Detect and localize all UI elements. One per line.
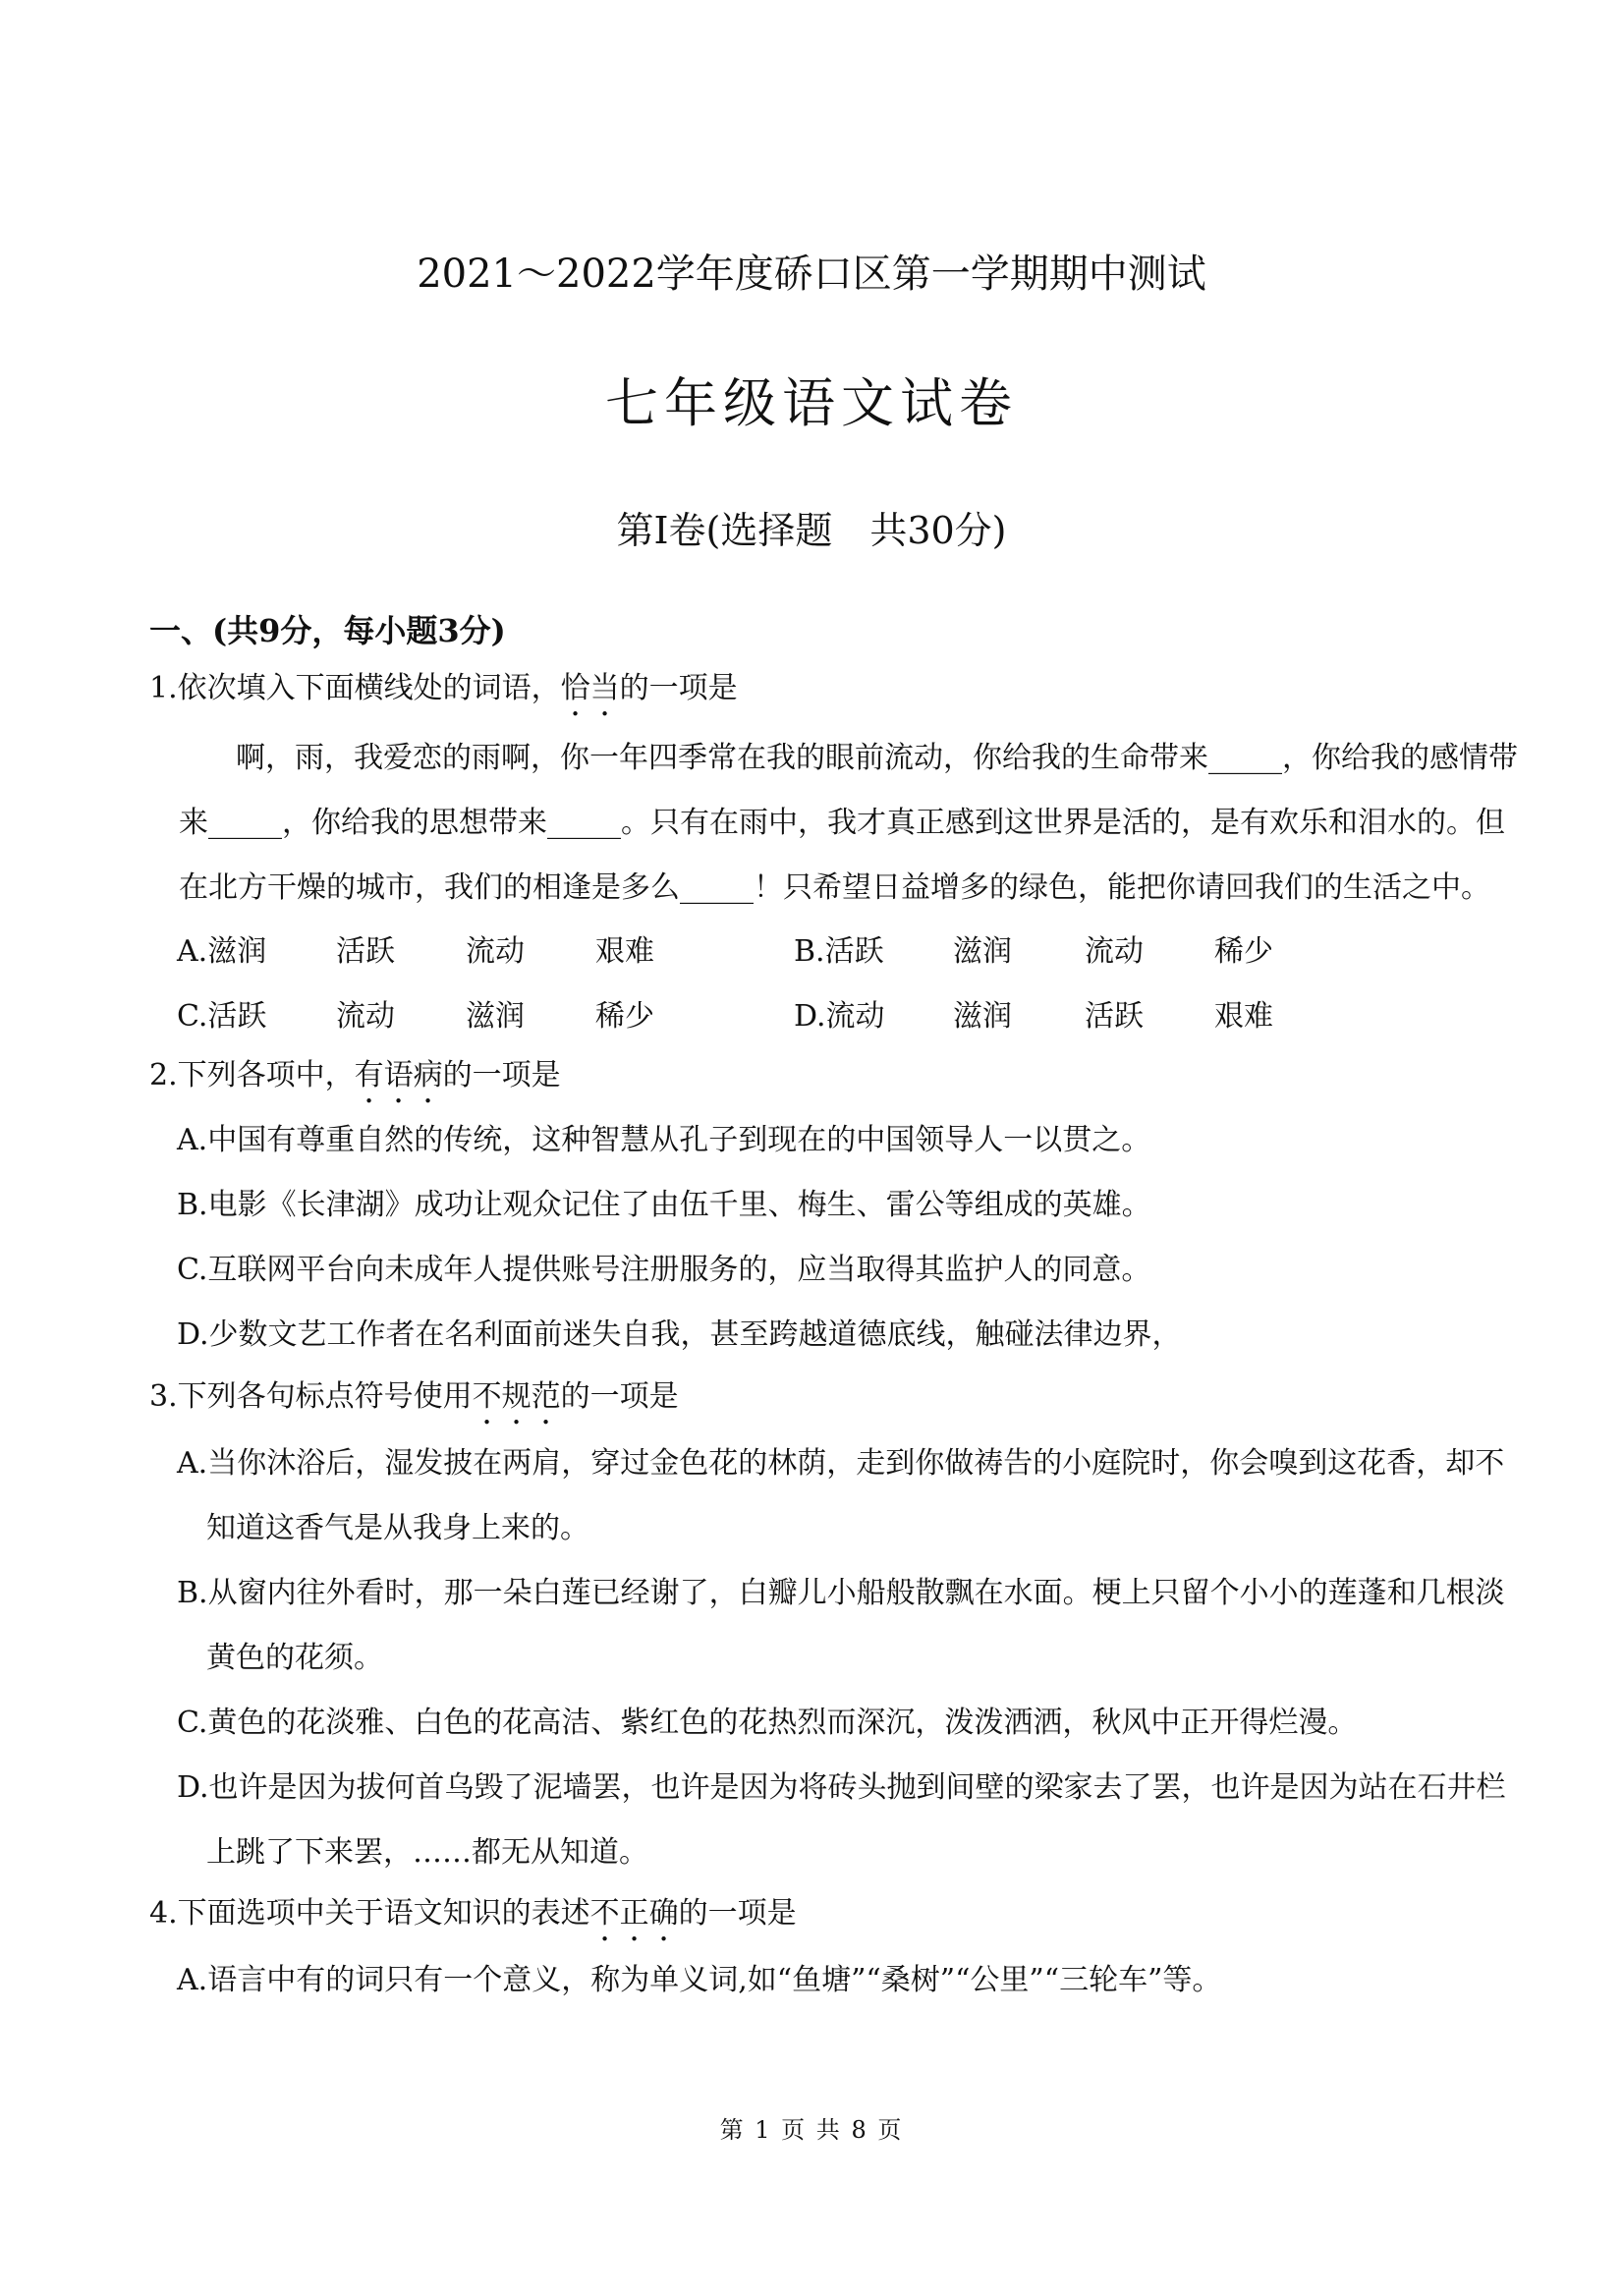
- q4-stem-emphasis: 不正确: [589, 1896, 679, 1931]
- q1-stem-pre: 1.依次填入下面横线处的词语，: [149, 671, 561, 705]
- q1-option-d-word-3: 活跃: [1085, 999, 1144, 1034]
- q1-option-c-word-3: 滋润: [466, 999, 525, 1034]
- q1-option-a-word-2: 活跃: [336, 934, 395, 969]
- q1-option-b-word-2: 滋润: [953, 934, 1012, 969]
- q2-stem-post: 的一项是: [442, 1058, 561, 1092]
- q4-option-a-line-1: A.语言中有的词只有一个意义，称为单义词,如“鱼塘”“桑树”“公里”“三轮车”等。: [177, 1963, 1222, 1997]
- q1-option-a-word-3: 流动: [466, 934, 525, 969]
- q2-stem-pre: 2.下列各项中，: [149, 1058, 355, 1092]
- q3-option-b-line-1: B.从窗内往外看时，那一朵白莲已经谢了，白瓣儿小船般散飘在水面。梗上只留个小小的莲蓬和几根淡: [177, 1576, 1505, 1610]
- q3-option-b-line-2: 黄色的花须。: [206, 1641, 383, 1675]
- q3-option-c-line-1: C.黄色的花淡雅、白色的花高洁、紫红色的花热烈而深沉，泼泼洒洒，秋风中正开得烂漫。: [177, 1706, 1358, 1740]
- q1-passage-line-1: 啊，雨，我爱恋的雨啊，你一年四季常在我的眼前流动，你给我的生命带来_____，你给我的感情带: [236, 741, 1518, 775]
- q3-option-a-line-2: 知道这香气是从我身上来的。: [206, 1511, 589, 1545]
- q2-option-a: A.中国有尊重自然的传统，这种智慧从孔子到现在的中国领导人一以贯之。: [177, 1123, 1151, 1157]
- q3-stem-emphasis: 不规范: [472, 1379, 561, 1414]
- q2-option-c: C.互联网平台向未成年人提供账号注册服务的，应当取得其监护人的同意。: [177, 1253, 1151, 1287]
- page-number: 第 1 页 共 8 页: [719, 2116, 904, 2144]
- section-heading: 一、(共9分，每小题3分): [149, 612, 506, 649]
- q1-passage-line-3: 在北方干燥的城市，我们的相逢是多么_____！只希望日益增多的绿色，能把你请回我们的生活之中。: [179, 870, 1490, 905]
- q1-option-a-word-4: 艰难: [595, 934, 654, 969]
- q3-option-d-line-1: D.也许是因为拔何首乌毁了泥墙罢，也许是因为将砖头抛到间壁的梁家去了罢，也许是因为站在石井栏: [177, 1770, 1506, 1805]
- q2-option-d: D.少数文艺工作者在名利面前迷失自我，甚至跨越道德底线，触碰法律边界，: [177, 1317, 1182, 1352]
- q2-stem: [149, 1056, 561, 1110]
- q1-option-c-word-2: 流动: [336, 999, 395, 1034]
- q1-option-d-word-1: D.流动: [794, 999, 885, 1034]
- q3-stem-pre: 3.下列各句标点符号使用: [149, 1379, 473, 1414]
- q1-option-b-word-4: 稀少: [1214, 934, 1273, 969]
- volume-title: 第Ⅰ卷(选择题 共30分): [616, 509, 1007, 552]
- q3-stem: [149, 1377, 679, 1431]
- q1-stem: [149, 669, 738, 723]
- paper-title: 七年级语文试卷: [605, 372, 1018, 434]
- q1-passage-line-2: 来_____，你给我的思想带来_____。只有在雨中，我才真正感到这世界是活的，是有欢乐和泪水的。但: [179, 806, 1505, 840]
- q2-stem-emphasis: 有语病: [354, 1058, 443, 1092]
- q3-stem-post: 的一项是: [560, 1379, 679, 1414]
- q4-stem-pre: 4.下面选项中关于语文知识的表述: [149, 1896, 590, 1931]
- q1-option-a-word-1: A.滋润: [177, 934, 267, 969]
- q3-option-d-line-2: 上跳了下来罢，……都无从知道。: [206, 1835, 648, 1870]
- q4-stem: [149, 1894, 797, 1948]
- q3-option-a-line-1: A.当你沐浴后，湿发披在两肩，穿过金色花的林荫，走到你做祷告的小庭院时，你会嗅到这花香，却不: [177, 1446, 1505, 1481]
- q4-stem-post: 的一项是: [678, 1896, 797, 1931]
- q1-option-b-word-1: B.活跃: [794, 934, 884, 969]
- q1-option-d-word-4: 艰难: [1214, 999, 1273, 1034]
- q1-option-d-word-2: 滋润: [953, 999, 1012, 1034]
- q1-option-c-word-1: C.活跃: [177, 999, 267, 1034]
- exam-title: 2021～2022学年度硚口区第一学期期中测试: [417, 252, 1206, 297]
- q1-option-c-word-4: 稀少: [595, 999, 654, 1034]
- q1-stem-post: 的一项是: [619, 671, 738, 705]
- q1-option-b-word-3: 流动: [1085, 934, 1144, 969]
- q1-stem-emphasis: 恰当: [560, 671, 620, 705]
- q2-option-b: B.电影《长津湖》成功让观众记住了由伍千里、梅生、雷公等组成的英雄。: [177, 1188, 1151, 1222]
